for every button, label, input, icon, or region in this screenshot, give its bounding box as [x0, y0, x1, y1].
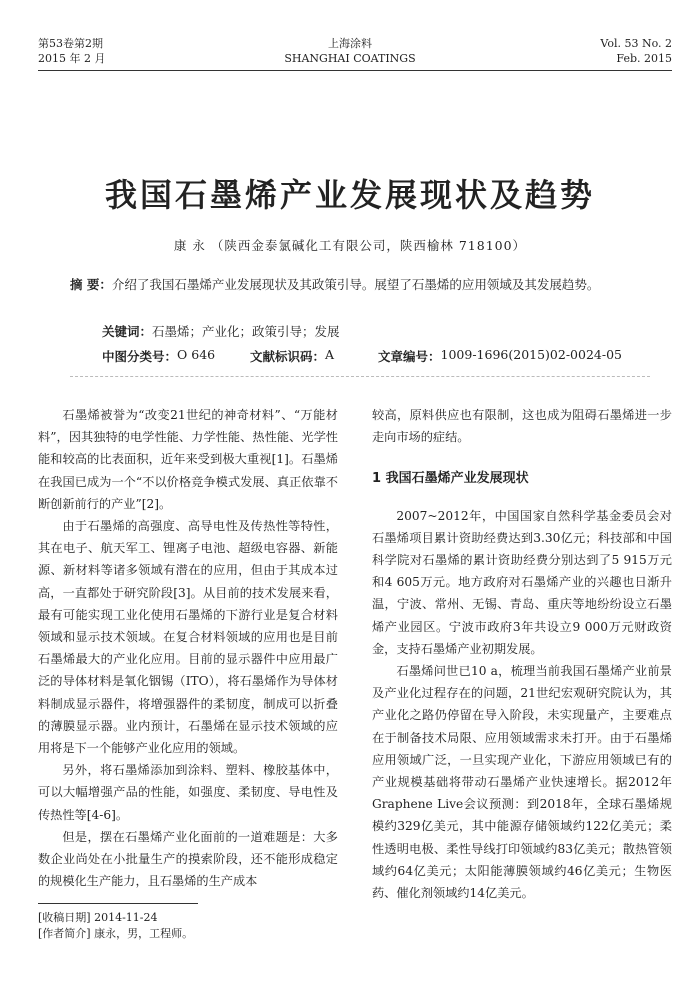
keywords: [102, 322, 340, 340]
paragraph: 由于石墨烯的高强度、高导电性及传热性等特性，其在电子、航天军工、锂离子电池、超级电容器、新能源、新材料等诸多领域有潜在的应用，但由于其成本过高，一直都处于研究阶段[3]。从目前的技术发展来看，最有可能实现工业化使用石墨烯的下游行业是复合材料领域和显示技术领域。在复合材料领域的应用也是目前石墨烯最大的产业化应用。目前的显示器件中应用最广泛的导体材料是氧化铟锡（ITO），将石墨烯作为导体材料制成显示器件，将增强器件的柔韧度，制成可以折叠的薄膜显示器。业内预计，石墨烯在显示技术领域的应用将是下一个能够产业化应用的领域。: [38, 519, 338, 756]
paragraph: 较高，原料供应也有限制，这也成为阻碍石墨烯进一步走向市场的症结。: [372, 408, 672, 445]
keywords-label: 关键词：: [102, 324, 153, 339]
abstract: [70, 274, 652, 295]
left-column: [38, 404, 338, 892]
journal-volume-header: [600, 36, 672, 66]
footnote-rule: [38, 903, 198, 904]
article-title: 我国石墨烯产业发展现状及趋势: [104, 176, 595, 214]
clc-label: 中图分类号：: [102, 349, 178, 364]
volume-en: Vol. 53 No. 2: [600, 37, 672, 50]
received-date: [收稿日期] 2014-11-24: [38, 911, 158, 924]
issue-volume: 第53卷第2期: [38, 37, 103, 50]
article-no-value: 1009-1696(2015)02-0024-05: [440, 347, 622, 362]
section-heading: 1 我国石墨烯产业发展现状: [372, 471, 529, 487]
author-affiliation: 康 永 （陕西金泰氯碱化工有限公司，陕西榆林 718100）: [173, 238, 527, 253]
right-column: [372, 404, 672, 904]
paragraph: 2007~2012年，中国国家自然科学基金委员会对石墨烯项目累计资助经费达到3.30亿元；科技部和中国科学院对石墨烯的累计资助经费分别达到了5 915万元和4 605万元。地方政府对石墨烯产业的兴趣也日渐升温，宁波、常州、无锡、青岛、重庆等地纷纷设立石墨烯产业园区。宁波市政府3年共设立9 000万元财政资金，支持石墨烯产业初期发展。: [372, 508, 672, 656]
clc-value: O 646: [177, 347, 216, 362]
keywords-text: 石墨烯；产业化；政策引导；发展: [152, 324, 340, 339]
date-en: Feb. 2015: [616, 52, 672, 65]
journal-name-header: [0, 36, 700, 66]
paragraph: 石墨烯被誉为“改变21世纪的神奇材料”、“万能材料”，因其独特的电学性能、力学性能、热性能、光学性能和较高的比表面积，近年来受到极大重视[1]。石墨烯在我国已成为一个“不以价格竞争模式发展、真正依靠不断创新前行的产业”[2]。: [38, 408, 338, 511]
abstract-text: 介绍了我国石墨烯产业发展现状及其政策引导。展望了石墨烯的应用领域及其发展趋势。: [111, 277, 600, 292]
paragraph: 石墨烯问世已10 a，梳理当前我国石墨烯产业前景及产业化过程存在的问题，21世纪宏观研究院认为，其产业化之路仍停留在导入阶段，未实现量产，主要难点在于制备技术局限、应用领域需求未打开。由于石墨烯应用领域广泛，一旦实现产业化，下游应用领域已有的产业规模基础将带动石墨烯产业快速增长。据2012年Graphene Live会议预测：到2018年，全球石墨烯规模约329亿美元，其中能源存储领域约122亿美元；柔性透明电极、柔性导线打印领域约83亿美元；散热管领域约64亿美元；太阳能薄膜领域约46亿美元；生物医药、催化剂领域约14亿美元。: [372, 664, 672, 901]
doc-code-value: A: [325, 347, 335, 362]
journal-name-en: SHANGHAI COATINGS: [284, 52, 416, 65]
footnote: [38, 910, 193, 942]
abstract-label: 摘 要：: [70, 277, 112, 292]
paragraph: 但是，摆在石墨烯产业化面前的一道难题是：大多数企业尚处在小批量生产的摸索阶段，还不能形成稳定的规模化生产能力，且石墨烯的生产成本: [38, 829, 338, 889]
issue-date: 2015 年 2 月: [38, 52, 106, 65]
paragraph: 另外，将石墨烯添加到涂料、塑料、橡胶基体中，可以大幅增强产品的性能，如强度、柔韧度、导电性及传热性等[4-6]。: [38, 763, 338, 822]
doc-code-label: 文献标识码：: [250, 349, 326, 364]
author-bio: [作者简介] 康永，男，工程师。: [38, 927, 194, 940]
journal-name-cn: 上海涂料: [328, 37, 372, 50]
abstract-divider: [70, 376, 650, 377]
header-rule: [38, 70, 672, 71]
article-no-label: 文章编号：: [378, 349, 441, 364]
